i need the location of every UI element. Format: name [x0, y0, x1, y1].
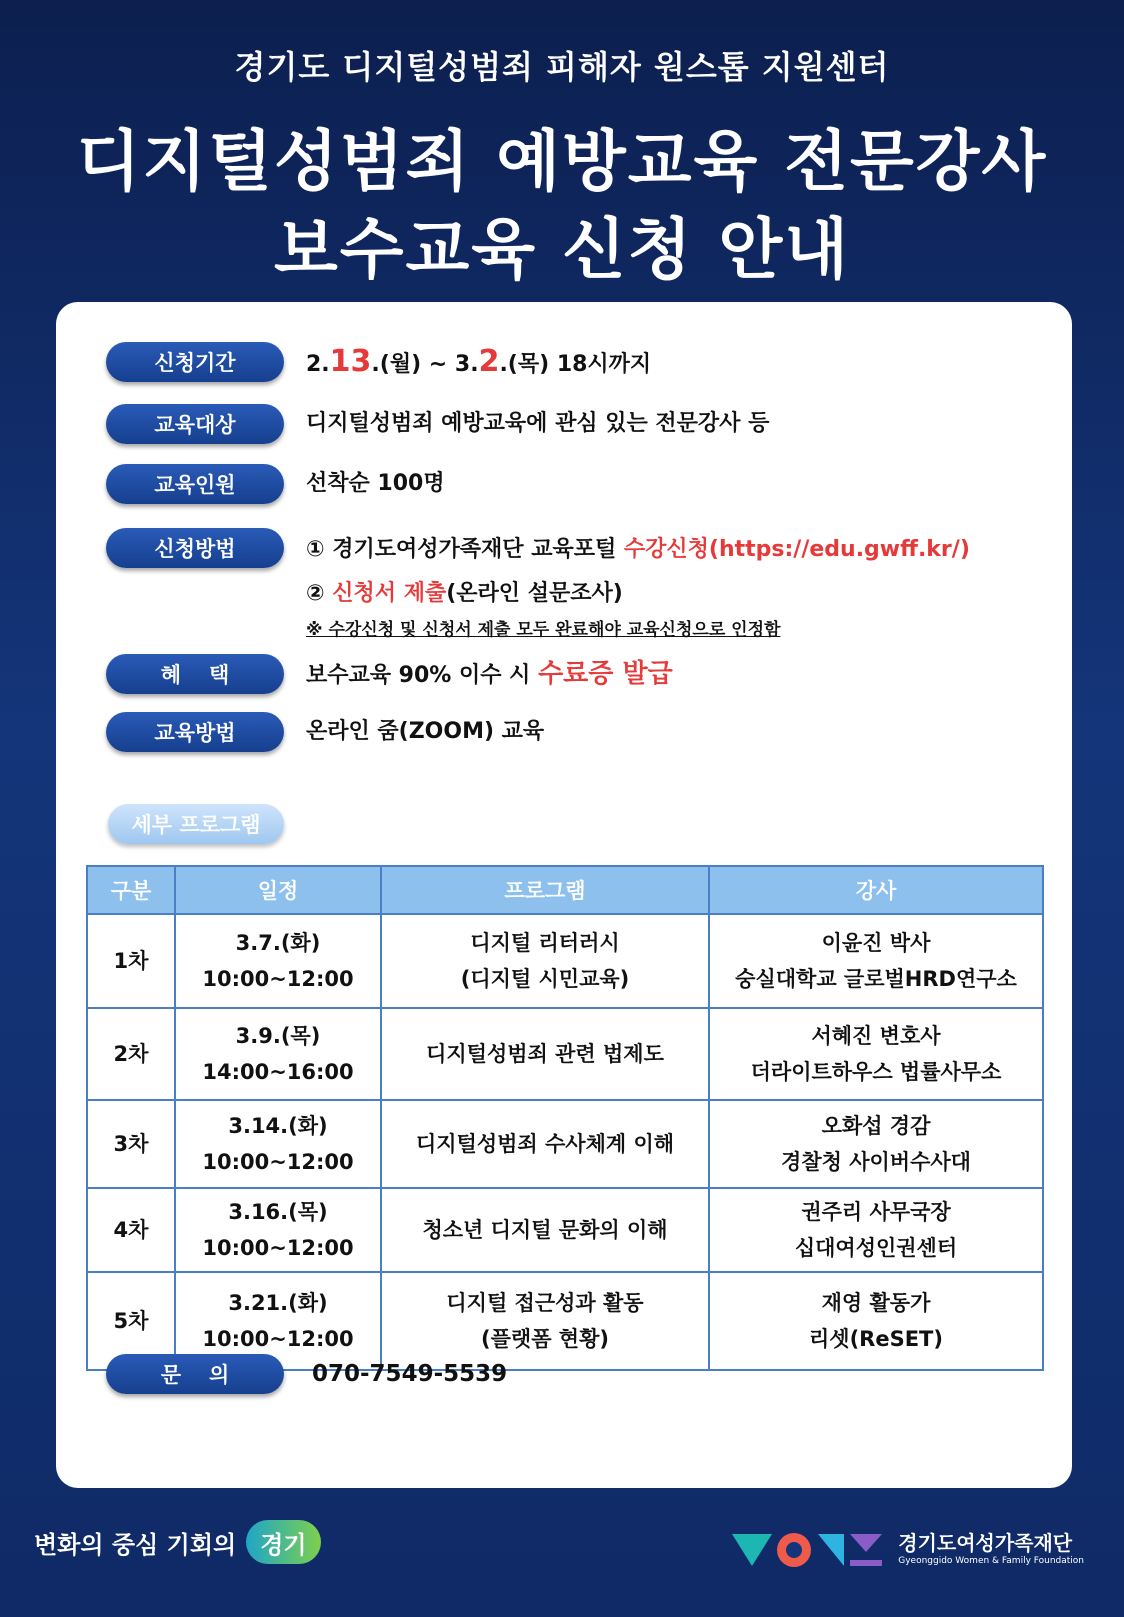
col-program: 프로그램 [381, 866, 709, 914]
method-row [106, 528, 970, 644]
table-row: 2차 3.9.(목) 14:00~16:00 디지털성범죄 관련 법제도 서혜진 변호사 더라이트하우스 법률사무소 [87, 1008, 1043, 1100]
target-value: 디지털성범죄 예방교육에 관심 있는 전문강사 등 [306, 411, 770, 436]
edu-method-value: 온라인 줌(ZOOM) 교육 [306, 719, 545, 744]
benefit-label: 혜택 [106, 654, 284, 694]
capacity-row [106, 464, 445, 504]
gyeonggi-slogan [34, 1520, 321, 1564]
benefit-row [106, 654, 673, 696]
period-value: 2.13.(월) ~ 3.2.(목) 18시까지 [306, 344, 652, 379]
foundation-logo [732, 1530, 1084, 1570]
benefit-value: 보수교육 90% 이수 시 수료증 발급 [306, 659, 673, 689]
col-round: 구분 [87, 866, 175, 914]
method-step2: ② 신청서 제출(온라인 설문조사) [306, 581, 623, 606]
period-row [106, 342, 651, 385]
contact-phone[interactable]: 070-7549-5539 [312, 1361, 508, 1387]
program-table [86, 865, 1044, 1371]
table-header-row [87, 866, 1043, 914]
method-note: ※ 수강신청 및 신청서 제출 모두 완료해야 교육신청으로 인정함 [306, 620, 781, 640]
target-row [106, 404, 769, 444]
table-row: 3차 3.14.(화) 10:00~12:00 디지털성범죄 수사체계 이해 오화섭 경감 경찰청 사이버수사대 [87, 1100, 1043, 1188]
contact-row [106, 1354, 507, 1394]
start-day: 13 [329, 344, 372, 379]
col-lecturer: 강사 [709, 866, 1043, 914]
page-title-line2: 보수교육 신청 안내 [273, 211, 850, 288]
edu-method-label: 교육방법 [106, 712, 284, 752]
table-row: 1차 3.7.(화) 10:00~12:00 디지털 리터러시 (디지털 시민교육) 이윤진 박사 숭실대학교 글로벌HRD연구소 [87, 914, 1043, 1008]
foundation-logo-icon [732, 1530, 882, 1570]
end-day: 2 [478, 344, 500, 379]
period-label: 신청기간 [106, 342, 284, 382]
target-label: 교육대상 [106, 404, 284, 444]
center-name: 경기도 디지털성범죄 피해자 원스톱 지원센터 [234, 48, 890, 86]
foundation-name-en: Gyeonggido Women & Family Foundation [898, 1556, 1084, 1566]
method-label: 신청방법 [106, 528, 284, 568]
slogan-text: 변화의 중심 기회의 [34, 1530, 237, 1559]
gyeonggi-badge: 경기 [246, 1520, 320, 1564]
method-step1: ① 경기도여성가족재단 교육포털 수강신청(https://edu.gwff.kr/) [306, 537, 970, 562]
program-section-label: 세부 프로그램 [108, 804, 284, 844]
foundation-name: 경기도여성가족재단 [898, 1531, 1073, 1555]
contact-label: 문의 [106, 1354, 284, 1394]
edu-method-row [106, 712, 544, 752]
table-row: 4차 3.16.(목) 10:00~12:00 청소년 디지털 문화의 이해 권주리 사무국장 십대여성인권센터 [87, 1188, 1043, 1272]
capacity-value: 선착순 100명 [306, 471, 445, 496]
capacity-label: 교육인원 [106, 464, 284, 504]
col-schedule: 일정 [175, 866, 381, 914]
page-title-line1: 디지털성범죄 예방교육 전문강사 [76, 123, 1048, 200]
enroll-link[interactable]: 수강신청(https://edu.gwff.kr/) [623, 537, 970, 562]
info-card [56, 302, 1072, 1488]
table-row: 5차 3.21.(화) 10:00~12:00 디지털 접근성과 활동 (플랫폼 현황) 재영 활동가 리셋(ReSET) [87, 1272, 1043, 1370]
